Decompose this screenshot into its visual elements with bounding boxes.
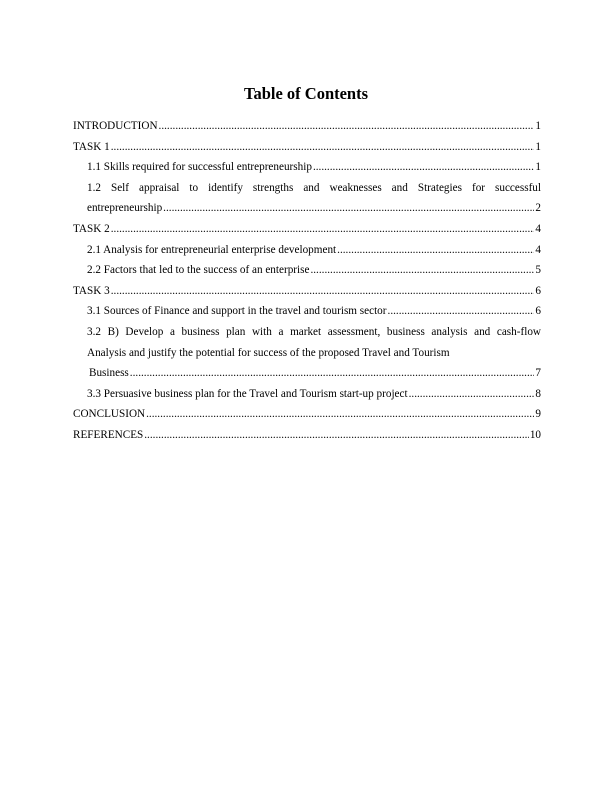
toc-leader-dots	[163, 198, 534, 219]
toc-entry-3-2-line1[interactable]: 3.2 B) Develop a business plan with a market assessment, business analysis and cash-flow	[87, 325, 541, 338]
toc-entry-3-2[interactable]	[73, 363, 541, 384]
toc-entry-task1[interactable]	[73, 137, 541, 158]
toc-leader-dots	[388, 301, 535, 322]
toc-entry-label: 3.3 Persuasive business plan for the Travel and Tourism start-up project	[87, 387, 408, 400]
toc-page-number: 1	[535, 140, 541, 153]
toc-leader-dots	[409, 384, 535, 405]
toc-page-number: 4	[535, 243, 541, 256]
toc-leader-dots	[111, 219, 535, 240]
toc-entry-label: 1.1 Skills required for successful entrepreneurship	[87, 161, 312, 174]
toc-entry-1-2[interactable]	[73, 198, 541, 219]
toc-page-number: 6	[535, 284, 541, 297]
toc-entry-2-1[interactable]	[73, 240, 541, 261]
toc-entry-3-2-line2[interactable]: Analysis and justify the potential for success of the proposed Travel and Tourism	[87, 346, 450, 359]
toc-page-number: 7	[535, 367, 541, 380]
toc-page-number: 4	[535, 222, 541, 235]
toc-entry-task3[interactable]	[73, 281, 541, 302]
toc-leader-dots	[310, 260, 534, 281]
toc-page-number: 6	[535, 305, 541, 318]
toc-entry-label: 2.1 Analysis for entrepreneurial enterprise development	[87, 243, 337, 256]
toc-leader-dots	[130, 363, 535, 384]
toc-entry-label: INTRODUCTION	[73, 120, 158, 132]
toc-leader-dots	[144, 425, 529, 446]
toc-leader-dots	[159, 116, 535, 137]
toc-page-number: 5	[535, 264, 541, 277]
toc-page-number: 9	[535, 408, 541, 421]
toc-entry-label: TASK 3	[73, 284, 110, 297]
toc-entry-label: CONCLUSION	[73, 408, 146, 421]
toc-page-number: 8	[535, 387, 541, 400]
toc-entry-conclusion[interactable]	[73, 404, 541, 425]
toc-entry-label: TASK 2	[73, 222, 110, 235]
toc-entry-label: entrepreneurship	[87, 202, 163, 215]
toc-entry-3-3[interactable]	[73, 384, 541, 405]
toc-page-number: 10	[529, 428, 541, 441]
toc-entry-2-2[interactable]	[73, 260, 541, 281]
toc-page-number: 1	[535, 161, 541, 174]
toc-entry-references[interactable]	[73, 425, 541, 446]
toc-leader-dots	[111, 137, 535, 158]
toc-leader-dots	[146, 404, 534, 425]
toc-entry-label: 2.2 Factors that led to the success of an enterprise	[87, 264, 310, 277]
toc-entry-label: TASK 1	[73, 140, 110, 153]
toc-entry-1-2-line1[interactable]: 1.2 Self appraisal to identify strengths and weaknesses and Strategies for successful	[87, 181, 541, 194]
toc-entry-label: Business	[89, 367, 129, 380]
toc-page-number: 2	[535, 202, 541, 215]
toc-leader-dots	[111, 281, 535, 302]
toc-leader-dots	[313, 157, 534, 178]
table-of-contents	[73, 116, 541, 446]
toc-page-number: 1	[535, 120, 541, 132]
toc-entry-label: REFERENCES	[73, 428, 144, 441]
page-title: Table of Contents	[243, 84, 369, 103]
toc-entry-3-1[interactable]	[73, 301, 541, 322]
toc-leader-dots	[337, 240, 534, 261]
toc-entry-1-1[interactable]	[73, 157, 541, 178]
toc-entry-introduction[interactable]	[73, 116, 541, 137]
toc-entry-task2[interactable]	[73, 219, 541, 240]
toc-entry-label: 3.1 Sources of Finance and support in the travel and tourism sector	[87, 305, 387, 318]
